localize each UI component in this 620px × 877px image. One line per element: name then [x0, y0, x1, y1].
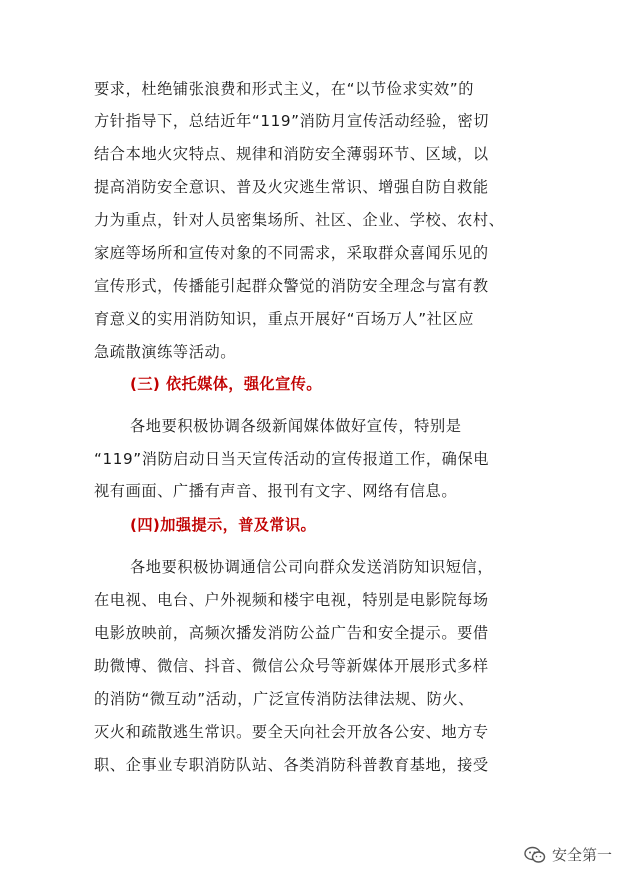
- paragraph-line: 急疏散演练等活动。: [94, 343, 237, 361]
- paragraph-line: 在电视、电台、户外视频和楼宇电视，特别是电影院每场: [94, 591, 489, 609]
- paragraph-line: 视有画面、广播有声音、报刊有文字、网络有信息。: [94, 482, 458, 500]
- wechat-icon: [524, 846, 546, 864]
- paragraph-line: 力为重点，针对人员密集场所、社区、企业、学校、农村、: [94, 211, 505, 229]
- paragraph-line: 的消防“微互动”活动，广泛宣传消防法律法规、防火、: [94, 690, 475, 708]
- paragraph-line: 育意义的实用消防知识，重点开展好“百场万人”社区应: [94, 310, 475, 328]
- paragraph-line: 方针指导下，总结近年“119”消防月宣传活动经验，密切: [94, 112, 490, 130]
- paragraph-line: 结合本地火灾特点、规律和消防安全薄弱环节、区域，以: [94, 145, 489, 163]
- paragraph-line: 助微博、微信、抖音、微信公众号等新媒体开展形式多样: [94, 657, 489, 675]
- section-heading-3: (三) 依托媒体，强化宣传。: [130, 375, 322, 393]
- paragraph-line: 各地要积极协调通信公司向群众发送消防知识短信，: [130, 558, 494, 576]
- paragraph-line: 家庭等场所和宣传对象的不同需求，采取群众喜闻乐见的: [94, 244, 489, 262]
- paragraph-line: 要求，杜绝铺张浪费和形式主义，在“以节俭求实效”的: [94, 80, 475, 98]
- paragraph-line: 各地要积极协调各级新闻媒体做好宣传，特别是: [130, 417, 462, 435]
- paragraph-line: 提高消防安全意识、普及火灾逃生常识、增强自防自救能: [94, 178, 489, 196]
- paragraph-line: 职、企事业专职消防队站、各类消防科普教育基地，接受: [94, 756, 489, 774]
- watermark-text: 安全第一: [551, 846, 612, 864]
- section-heading-4: (四)加强提示，普及常识。: [130, 516, 317, 534]
- paragraph-line: 灭火和疏散逃生常识。要全天向社会开放各公安、地方专: [94, 723, 489, 741]
- paragraph-line: 宣传形式，传播能引起群众警觉的消防安全理念与富有教: [94, 277, 489, 295]
- paragraph-line: 电影放映前，高频次播发消防公益广告和安全提示。要借: [94, 624, 489, 642]
- paragraph-line: “119”消防启动日当天宣传活动的宣传报道工作，确保电: [94, 450, 490, 468]
- watermark: [524, 844, 612, 865]
